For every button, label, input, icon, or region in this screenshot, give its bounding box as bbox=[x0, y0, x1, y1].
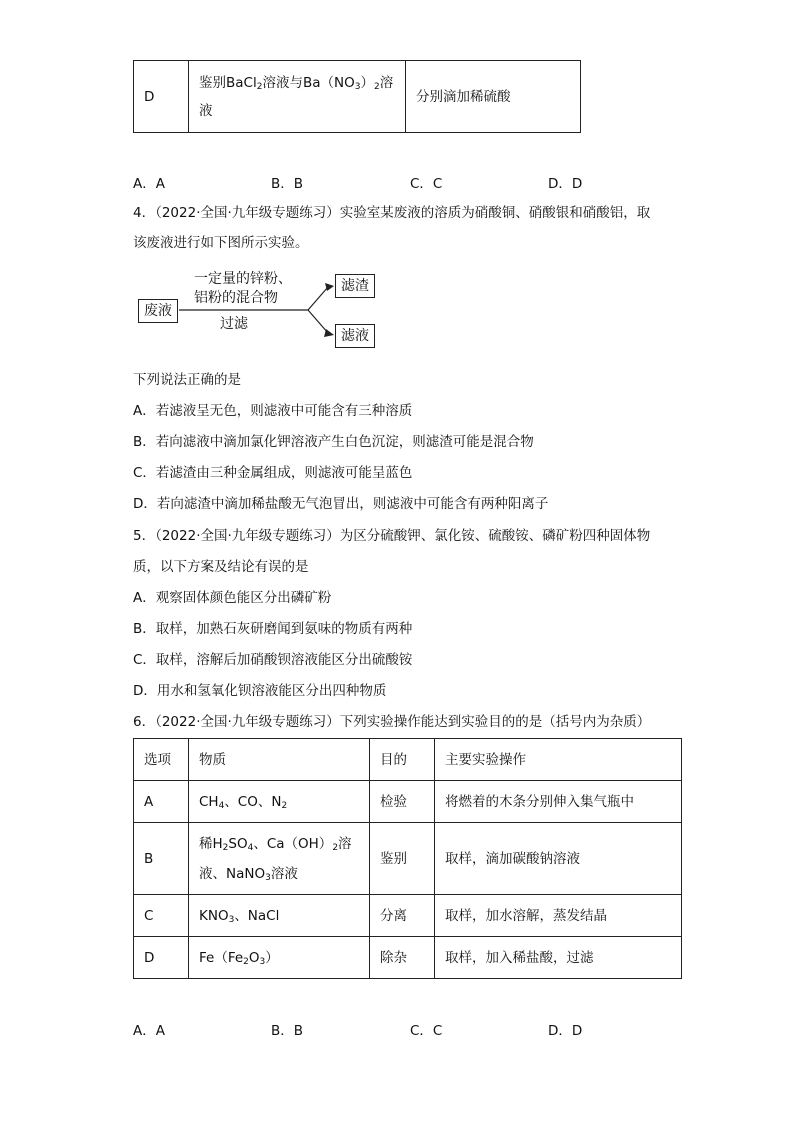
diagram-output-filtrate: 滤液 bbox=[335, 324, 375, 348]
purpose-cell: 除杂 bbox=[370, 937, 435, 979]
q4-option-d[interactable]: D．若向滤渣中滴加稀盐酸无气泡冒出，则滤液中可能含有两种阳离子 bbox=[133, 496, 549, 512]
substance-cell: $KNO_3$、NaCl bbox=[189, 895, 370, 937]
choice-b[interactable]: B．B bbox=[271, 1023, 304, 1039]
diagram-output-residue: 滤渣 bbox=[335, 274, 375, 298]
choice-d[interactable]: D．D bbox=[548, 1023, 583, 1039]
operation-cell: 取样，加水溶解，蒸发结晶 bbox=[435, 895, 682, 937]
q4-stem-line1: 4．（2022·全国·九年级专题练习）实验室某废液的溶质为硝酸铜、硝酸银和硝酸铝，取 bbox=[133, 205, 651, 221]
option-cell: A bbox=[134, 781, 189, 823]
option-cell: B bbox=[134, 823, 189, 895]
header-purpose: 目的 bbox=[370, 739, 435, 781]
header-operation: 主要实验操作 bbox=[435, 739, 682, 781]
q5-option-c[interactable]: C．取样，溶解后加硝酸钡溶液能区分出硫酸铵 bbox=[133, 652, 413, 668]
q4-option-c[interactable]: C．若滤渣由三种金属组成，则滤液可能呈蓝色 bbox=[133, 465, 413, 481]
choice-a[interactable]: A．A bbox=[133, 1023, 165, 1039]
table-row bbox=[134, 823, 682, 895]
method-cell: 分别滴加稀硫酸 bbox=[406, 61, 581, 133]
operation-cell: 将燃着的木条分别伸入集气瓶中 bbox=[435, 781, 682, 823]
option-cell: D bbox=[134, 937, 189, 979]
diagram-branch-down bbox=[308, 310, 328, 333]
operation-cell: 取样，加入稀盐酸，过滤 bbox=[435, 937, 682, 979]
q5-option-d[interactable]: D．用水和氢氧化钡溶液能区分出四种物质 bbox=[133, 683, 387, 699]
q4-prompt: 下列说法正确的是 bbox=[133, 372, 241, 388]
substance-cell: 稀$H_2SO_4$、$Ca(OH)_2$溶 液、NaNO$_3$溶液 bbox=[189, 823, 370, 895]
q5-stem-line2: 质，以下方案及结论有误的是 bbox=[133, 559, 309, 575]
diagram-operation: 过滤 bbox=[220, 316, 248, 332]
choice-c[interactable]: C．C bbox=[410, 1023, 443, 1039]
diagram-reagent-line2: 铝粉的混合物 bbox=[194, 290, 278, 306]
table-row bbox=[134, 895, 682, 937]
diagram-arrows bbox=[0, 0, 794, 400]
q5-stem-line1: 5．（2022·全国·九年级专题练习）为区分硫酸钾、氯化铵、硫酸铵、磷矿粉四种固体物 bbox=[133, 528, 651, 544]
table-row bbox=[134, 937, 682, 979]
option-cell: C bbox=[134, 895, 189, 937]
content-cell: 鉴别BaCl$_2$溶液与$Ba(NO_3)_2$溶 液 bbox=[189, 61, 406, 133]
operation-cell: 取样，滴加碳酸钠溶液 bbox=[435, 823, 682, 895]
q4-option-b[interactable]: B．若向滤液中滴加氯化钾溶液产生白色沉淀，则滤渣可能是混合物 bbox=[133, 434, 534, 450]
q4-option-a[interactable]: A．若滤液呈无色，则滤液中可能含有三种溶质 bbox=[133, 403, 413, 419]
q5-option-a[interactable]: A．观察固体颜色能区分出磷矿粉 bbox=[133, 590, 332, 606]
diagram-branch-up bbox=[308, 287, 328, 310]
q6-stem: 6．（2022·全国·九年级专题练习）下列实验操作能达到实验目的的是（括号内为杂质） bbox=[133, 714, 651, 730]
purpose-cell: 鉴别 bbox=[370, 823, 435, 895]
q5-option-b[interactable]: B．取样，加熟石灰研磨闻到氨味的物质有两种 bbox=[133, 621, 413, 637]
table-row bbox=[134, 781, 682, 823]
q4-stem-line2: 该废液进行如下图所示实验。 bbox=[133, 235, 309, 251]
substance-cell: $Fe(Fe_2O_3)$ bbox=[189, 937, 370, 979]
table-header-row bbox=[134, 739, 682, 781]
choice-c[interactable]: C．C bbox=[410, 176, 443, 192]
purpose-cell: 分离 bbox=[370, 895, 435, 937]
diagram-reagent-line1: 一定量的锌粉、 bbox=[194, 271, 292, 287]
choice-b[interactable]: B．B bbox=[271, 176, 304, 192]
option-cell: D bbox=[134, 61, 189, 133]
purpose-cell: 检验 bbox=[370, 781, 435, 823]
choice-d[interactable]: D．D bbox=[548, 176, 583, 192]
diagram-input-box: 废液 bbox=[138, 299, 178, 323]
substance-cell: $CH_4$、CO、$N_2$ bbox=[189, 781, 370, 823]
choice-a[interactable]: A．A bbox=[133, 176, 165, 192]
header-substance: 物质 bbox=[189, 739, 370, 781]
q6-table bbox=[133, 738, 682, 979]
header-option: 选项 bbox=[134, 739, 189, 781]
